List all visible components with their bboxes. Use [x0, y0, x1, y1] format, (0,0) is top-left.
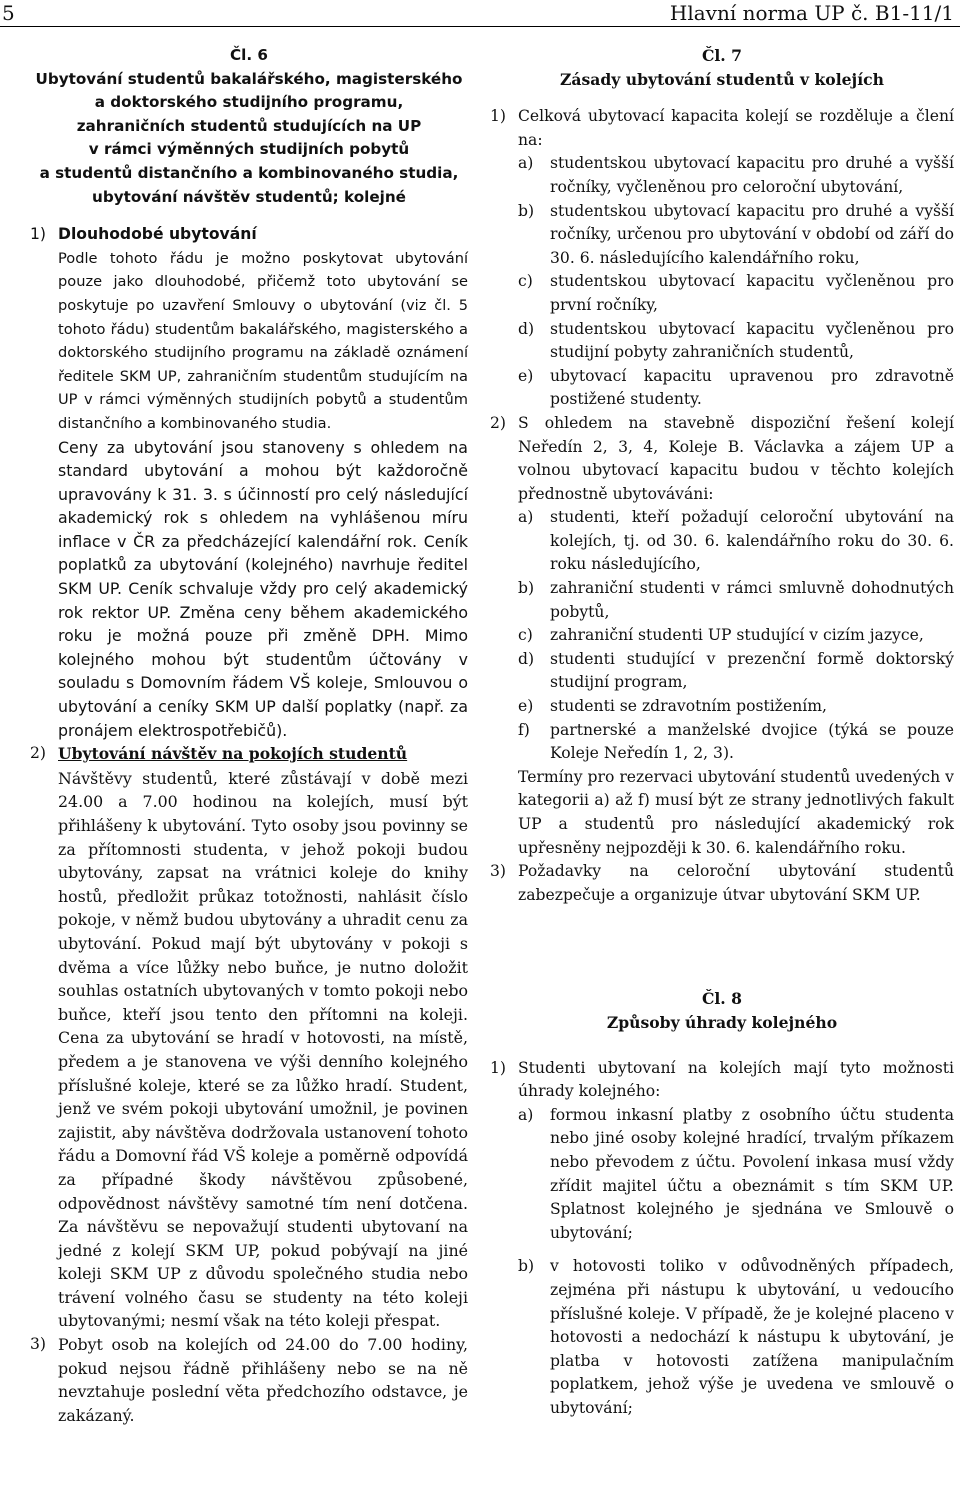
article-6-title-line: v rámci výměnných studijních pobytů	[88, 140, 410, 159]
item-text: Celková ubytovací kapacita kolejí se rozděluje a člení na:	[518, 107, 954, 149]
art8-item-1	[490, 1057, 954, 1421]
sub-number: d)	[518, 319, 535, 338]
sub-item	[518, 270, 954, 317]
sub-number: e)	[518, 697, 534, 716]
item-number: 3)	[30, 1335, 47, 1354]
sub-text: studentskou ubytovací kapacitu vyčleněnou pro první ročníky,	[550, 272, 954, 314]
article-7-number: Čl. 7	[701, 46, 743, 65]
article-6-title-line: Ubytování studentů bakalářského, magisterského	[35, 69, 463, 88]
item-number: 2)	[490, 413, 507, 432]
article-7-title: Zásady ubytování studentů v kolejích	[560, 69, 884, 89]
article-6-title-line: a studentů distančního a kombinovaného studia,	[39, 163, 459, 182]
sub-item	[518, 200, 954, 271]
art7-item-1	[490, 105, 954, 412]
article-6-title	[30, 68, 468, 210]
article-8-title: Způsoby úhrady kolejného	[606, 1012, 838, 1032]
sub-number: e)	[518, 366, 534, 385]
sub-text: zahraniční studenti UP studující v cizím jazyce,	[550, 626, 924, 645]
item-number: 3)	[490, 862, 507, 881]
article-6-number: Čl. 6	[230, 46, 268, 64]
item-text: Termíny pro rezervaci ubytování studentů uvedených v kategorii a) až f) musí být ze strany jednotlivých fakult UP a studentů pro následující akademický rok upřesněny nejpozději k 30. 6. kalendářního roku.	[518, 767, 954, 857]
item-text: Studenti ubytovaní na kolejích mají tyto možnosti úhrady kolejného:	[518, 1058, 954, 1101]
right-column	[490, 44, 954, 1420]
item-text: Požadavky na celoroční ubytování studentů zabezpečuje a organizuje útvar ubytování SKM UP.	[518, 862, 954, 904]
art7-item-2	[490, 412, 954, 860]
sub-text: studentskou ubytovací kapacitu pro druhé a vyšší ročníky, vyčleněnou pro celoroční ubytování,	[550, 154, 954, 196]
item-number: 1)	[490, 107, 507, 126]
article-6-title-line: a doktorského studijního programu,	[94, 93, 404, 112]
sub-number: b)	[518, 1257, 535, 1276]
sub-item	[518, 506, 954, 577]
sub-item	[518, 695, 954, 719]
sub-item	[518, 577, 954, 624]
sub-item	[518, 648, 954, 695]
left-column	[30, 44, 468, 1427]
sub-number: c)	[518, 272, 533, 291]
sub-number: b)	[518, 579, 535, 598]
sub-item	[518, 1104, 954, 1246]
sub-item	[518, 365, 954, 412]
art6-item-1	[30, 223, 468, 742]
item-text: Pobyt osob na kolejích od 24.00 do 7.00 hodiny, pokud nejsou řádně přihlášeny nebo se na ně nevztahuje poslední věta předchozího odstavce, je zakázaný.	[58, 1335, 468, 1425]
sub-number: d)	[518, 649, 535, 668]
item-text: Ceny za ubytování jsou stanoveny s ohledem na standard ubytování a mohou být každoročně upravovány k 31. 3. s účinností pro celý následující akademický rok s ohledem na vyhlášenou míru inflace v ČR za předcházející kalendářní rok. Ceník poplatků za ubytování (kolejného) navrhuje ředitel SKM UP. Ceník schvaluje vždy pro celý akademický rok rektor UP. Změna ceny během akademického roku je možná pouze při změně DPH. Mimo kolejného mohou být studentům účtovány v souladu s Domovním řádem VŠ koleje, Smlouvou o ubytování a ceníky SKM UP další poplatky (např. za pronájem elektrospotřebičů).	[58, 437, 468, 740]
item-text: Návštěvy studentů, které zůstávají v době mezi 24.00 a 7.00 hodinou na kolejích, musí být přihlášeny k ubytování. Tyto osoby jsou povinny se za přítomnosti studenta, v jehož pokoji budou ubytovány, zapsat na vrátnici koleje do knihy hostů, předložit průkaz totožnosti, nahlásit číslo pokoje, v němž budou ubytovány a uhradit cenu za ubytování. Pokud mají být ubytovány v pokoji s dvěma a více lůžky nebo buňce, je nutno doložit souhlas ostatních ubytovaných v tomto pokoji nebo buňce, kteří jsou tento den přítomni na koleji. Cena za ubytování se hradí v hotovosti, na místě, předem a je stanovena ve výši denního kolejného příslušné koleje, které se za lůžko hradí. Student, jenž ve svém pokoji ubytování umožnil, je povinen zajistit, aby návštěva dodržovala ustanovení tohoto řádu a Domovní řád VŠ koleje a poměrně odpovídá za případné škody návštěvou způsobené, odpovědnost návštěvy samotné tím není dotčena. Za návštěvu se nepovažují studenti ubytovaní na jedné z kolejí SKM UP, pokud pobývají na jiné koleji SKM UP z důvodu společného studia nebo trávení volného času se studenty na této koleji ubytovanými; nesmí však na této koleji přespat.	[58, 768, 468, 1331]
sub-text: partnerské a manželské dvojice (týká se pouze Koleje Neředín 1, 2, 3).	[550, 720, 954, 763]
sub-item	[518, 1255, 954, 1420]
sub-item	[518, 318, 954, 365]
item-number: 2)	[30, 744, 47, 763]
article-6-title-line: ubytování návštěv studentů; kolejné	[92, 187, 406, 206]
item-title: Dlouhodobé ubytování	[58, 225, 257, 244]
item-title: Ubytování návštěv na pokojích studentů	[58, 744, 408, 764]
item-text: S ohledem na stavebně dispoziční řešení kolejí Neředín 2, 3, 4, Koleje B. Václavka a zájem UP a volnou ubytovací kapacitu budou v těchto kolejích přednostně ubytováváni:	[518, 413, 954, 503]
sub-text: v hotovosti toliko v odůvodněných případech, zejména při nástupu k ubytování, u vedoucího příslušné koleje. V případě, že je kolejné placeno v hotovosti a nedochází k nástupu k ubytování, je platba v hotovosti zatížena manipulačním poplatkem, jehož výše je uvedena ve smlouvě o ubytování;	[550, 1257, 954, 1417]
sub-text: ubytovací kapacitu upravenou pro zdravotně postižené studenty.	[550, 366, 954, 409]
sub-item	[518, 152, 954, 199]
art6-item-3	[30, 1333, 468, 1427]
sub-item	[518, 624, 954, 648]
sub-item	[518, 719, 954, 766]
sub-text: studenti se zdravotním postižením,	[550, 697, 827, 716]
sub-number: a)	[518, 1105, 534, 1124]
norm-title: Hlavní norma UP č. B1-11/1	[669, 1, 954, 25]
art7-item-3	[490, 860, 954, 907]
sub-text: studenti, kteří požadují celoroční ubytování na kolejích, tj. od 30. 6. kalendářního roku do 30. 6. roku následujícího,	[550, 508, 954, 574]
article-6-title-line: zahraničních studentů studujících na UP	[76, 116, 422, 135]
sub-number: a)	[518, 154, 534, 173]
sub-number: a)	[518, 508, 534, 527]
article-8-number: Čl. 8	[701, 989, 743, 1009]
sub-text: studenti studující v prezenční formě doktorský studijní program,	[550, 649, 954, 692]
sub-number: c)	[518, 626, 533, 645]
running-header	[0, 0, 960, 27]
sub-text: studentskou ubytovací kapacitu vyčleněnou pro studijní pobyty zahraničních studentů,	[550, 319, 954, 362]
sub-number: f)	[518, 720, 530, 739]
sub-text: zahraniční studenti v rámci smluvně dohodnutých pobytů,	[550, 579, 954, 621]
item-number: 1)	[30, 225, 47, 244]
item-number: 1)	[490, 1058, 507, 1077]
page-number: 5	[2, 1, 15, 25]
sub-text: studentskou ubytovací kapacitu pro druhé a vyšší ročníky, určenou pro ubytování v období od září do 30. 6. následujícího kalendářního roku,	[550, 201, 954, 267]
art6-item-2	[30, 742, 468, 1333]
sub-number: b)	[518, 201, 535, 220]
sub-text: formou inkasní platby z osobního účtu studenta nebo jiné osoby kolejné hradící, trvalým příkazem nebo převodem z účtu. Povolení inkasa musí vždy zřídit majitel účtu a obeznámit s tím SKM UP. Splatnost kolejného je sjednána ve Smlouvě o ubytování;	[550, 1105, 954, 1242]
item-text: Podle tohoto řádu je možno poskytovat ubytování pouze jako dlouhodobé, přičemž toto ubytování se poskytuje po uzavření Smlouvy o ubytování (viz čl. 5 tohoto řádu) studentům bakalářského, magisterského a doktorského studijního programu na základě oznámení ředitele SKM UP, zahraničním studentům studujícím na UP v rámci výměnných studijních pobytů a studentům distančního a kombinovaného studia.	[58, 249, 468, 432]
